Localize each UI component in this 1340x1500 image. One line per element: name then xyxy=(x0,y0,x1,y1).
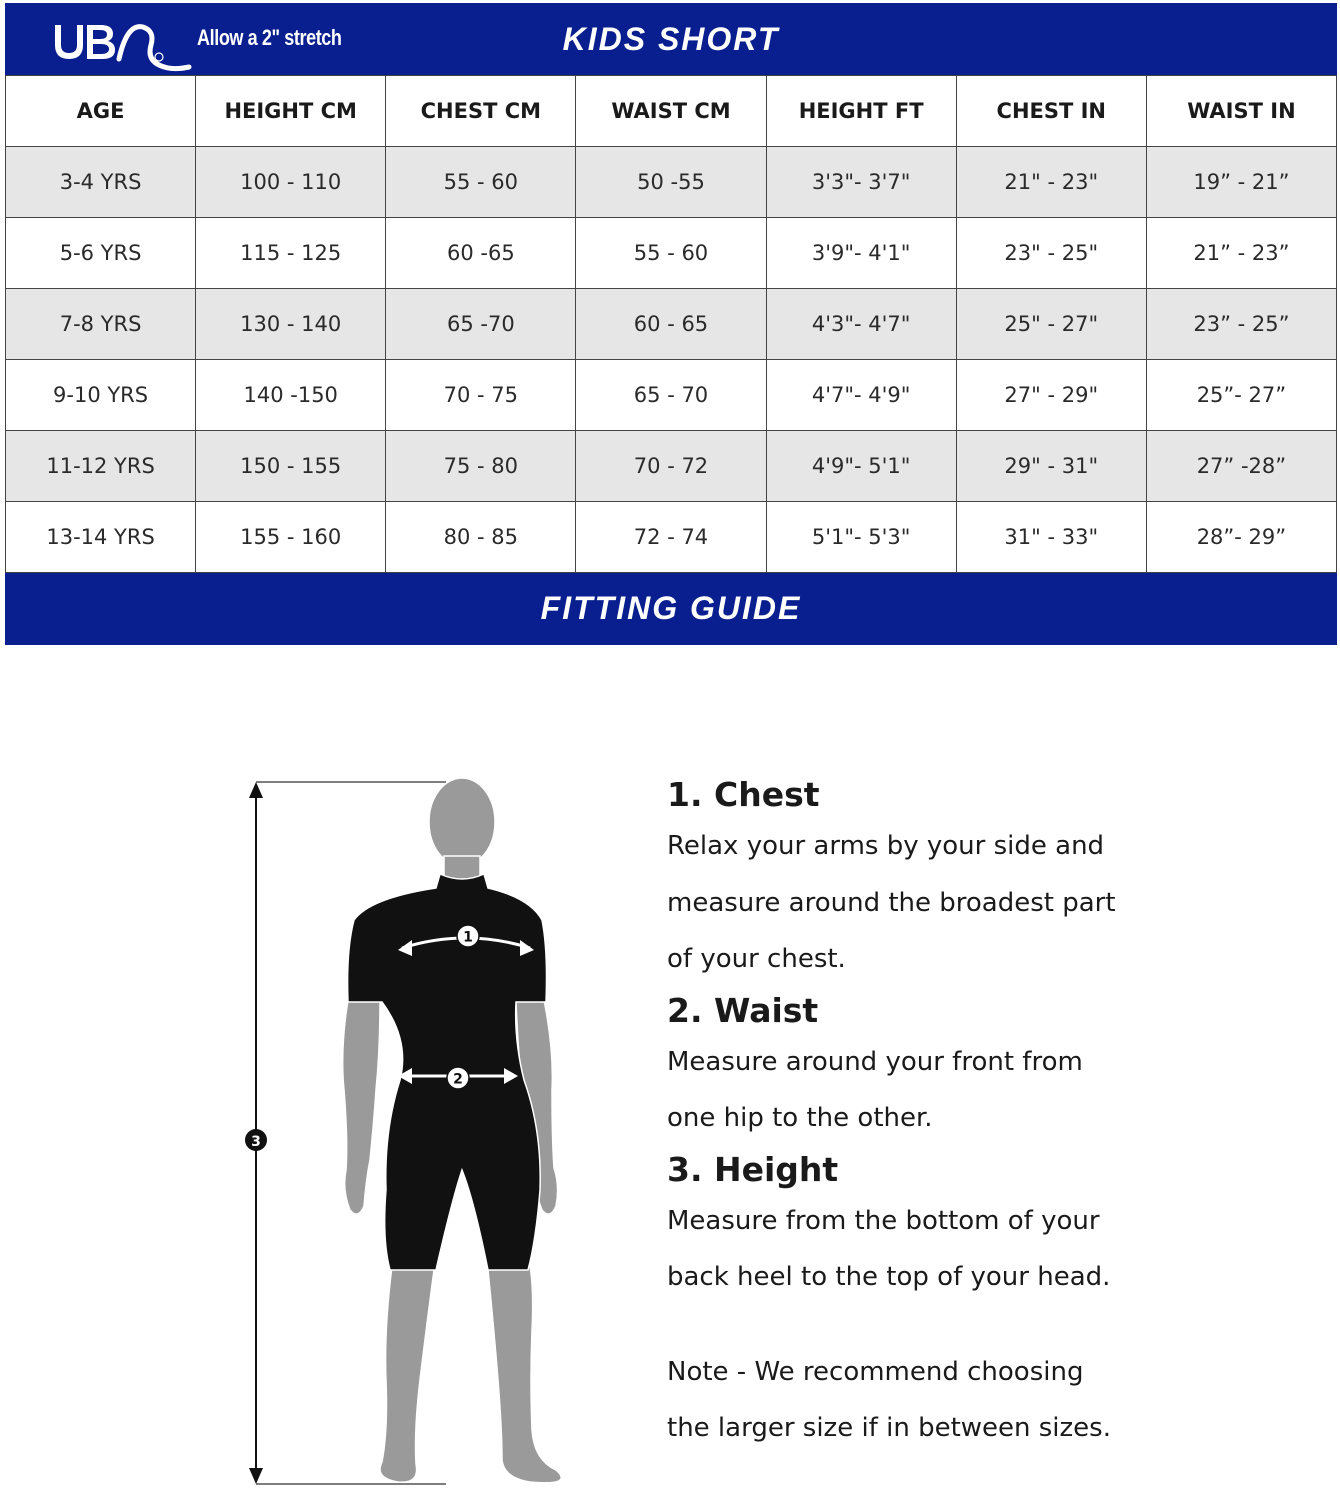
table-cell: 70 - 75 xyxy=(386,360,576,431)
waist-heading: 2. Waist xyxy=(667,990,819,1030)
stretch-note: Allow a 2" stretch xyxy=(197,25,342,50)
table-cell: 3'3"- 3'7" xyxy=(766,147,956,218)
table-cell: 21" - 23" xyxy=(956,147,1146,218)
table-cell: 9-10 YRS xyxy=(6,360,196,431)
height-heading: 3. Height xyxy=(667,1149,839,1189)
table-cell: 55 - 60 xyxy=(576,218,766,289)
table-header-row xyxy=(6,76,1337,147)
height-marker xyxy=(245,1129,267,1151)
table-cell: 60 - 65 xyxy=(576,289,766,360)
column-header-waist-cm: WAIST CM xyxy=(576,76,766,147)
column-header-chest-in: CHEST IN xyxy=(956,76,1146,147)
table-cell: 55 - 60 xyxy=(386,147,576,218)
table-cell: 80 - 85 xyxy=(386,502,576,573)
waist-instruction: Measure around your front from xyxy=(667,1046,1083,1077)
table-cell: 27" - 29" xyxy=(956,360,1146,431)
table-cell: 130 - 140 xyxy=(196,289,386,360)
chest-instruction: of your chest. xyxy=(667,944,846,974)
table-cell: 72 - 74 xyxy=(576,502,766,573)
chest-instruction: measure around the broadest part xyxy=(667,887,1116,918)
table-cell: 23” - 25” xyxy=(1146,289,1336,360)
table-cell: 5-6 YRS xyxy=(6,218,196,289)
table-cell: 19” - 21” xyxy=(1146,147,1336,218)
size-note: the larger size if in between sizes. xyxy=(667,1413,1111,1443)
table-cell: 5'1"- 5'3" xyxy=(766,502,956,573)
table-cell: 150 - 155 xyxy=(196,431,386,502)
column-header-waist-in: WAIST IN xyxy=(1146,76,1336,147)
table-cell: 4'9"- 5'1" xyxy=(766,431,956,502)
fitting-guide-text xyxy=(667,772,1307,1457)
chest-instruction: Relax your arms by your side and xyxy=(667,831,1105,861)
table-cell: 25”- 27” xyxy=(1146,360,1336,431)
size-table xyxy=(5,75,1337,573)
body-measurement-figure xyxy=(230,770,610,1500)
table-row xyxy=(6,218,1337,289)
column-header-chest-cm: CHEST CM xyxy=(386,76,576,147)
column-header-age: AGE xyxy=(6,76,196,147)
waist-instruction: one hip to the other. xyxy=(667,1103,933,1133)
table-cell: 7-8 YRS xyxy=(6,289,196,360)
chest-heading: 1. Chest xyxy=(667,775,820,814)
table-cell: 3-4 YRS xyxy=(6,147,196,218)
table-cell: 13-14 YRS xyxy=(6,502,196,573)
column-header-height-ft: HEIGHT FT xyxy=(766,76,956,147)
size-note: Note - We recommend choosing xyxy=(667,1356,1084,1387)
table-cell: 65 - 70 xyxy=(576,360,766,431)
table-cell: 60 -65 xyxy=(386,218,576,289)
table-cell: 31" - 33" xyxy=(956,502,1146,573)
table-cell: 3'9"- 4'1" xyxy=(766,218,956,289)
table-cell: 29" - 31" xyxy=(956,431,1146,502)
column-header-height-cm: HEIGHT CM xyxy=(196,76,386,147)
table-cell: 65 -70 xyxy=(386,289,576,360)
table-cell: 27” -28” xyxy=(1146,431,1336,502)
table-cell: 21” - 23” xyxy=(1146,218,1336,289)
header-bar xyxy=(5,3,1337,75)
table-row xyxy=(6,289,1337,360)
table-cell: 11-12 YRS xyxy=(6,431,196,502)
table-cell: 140 -150 xyxy=(196,360,386,431)
table-cell: 115 - 125 xyxy=(196,218,386,289)
table-cell: 4'3"- 4'7" xyxy=(766,289,956,360)
table-cell: 4'7"- 4'9" xyxy=(766,360,956,431)
section-title: FITTING GUIDE xyxy=(540,590,802,626)
table-row xyxy=(6,502,1337,573)
table-cell: 70 - 72 xyxy=(576,431,766,502)
table-row xyxy=(6,431,1337,502)
svg-text:3: 3 xyxy=(251,1134,261,1150)
table-cell: 155 - 160 xyxy=(196,502,386,573)
table-cell: 28”- 29” xyxy=(1146,502,1336,573)
height-instruction: back heel to the top of your head. xyxy=(667,1262,1111,1292)
table-cell: 75 - 80 xyxy=(386,431,576,502)
waist-marker: 2 xyxy=(453,1071,463,1088)
fitting-guide-bar xyxy=(5,573,1337,645)
table-row xyxy=(6,147,1337,218)
table-cell: 50 -55 xyxy=(576,147,766,218)
table-cell: 23" - 25" xyxy=(956,218,1146,289)
table-row xyxy=(6,360,1337,431)
table-cell: 25" - 27" xyxy=(956,289,1146,360)
height-instruction: Measure from the bottom of your xyxy=(667,1205,1100,1236)
table-cell: 100 - 110 xyxy=(196,147,386,218)
chest-marker: 1 xyxy=(463,929,473,946)
page-title: KIDS SHORT xyxy=(562,21,780,57)
